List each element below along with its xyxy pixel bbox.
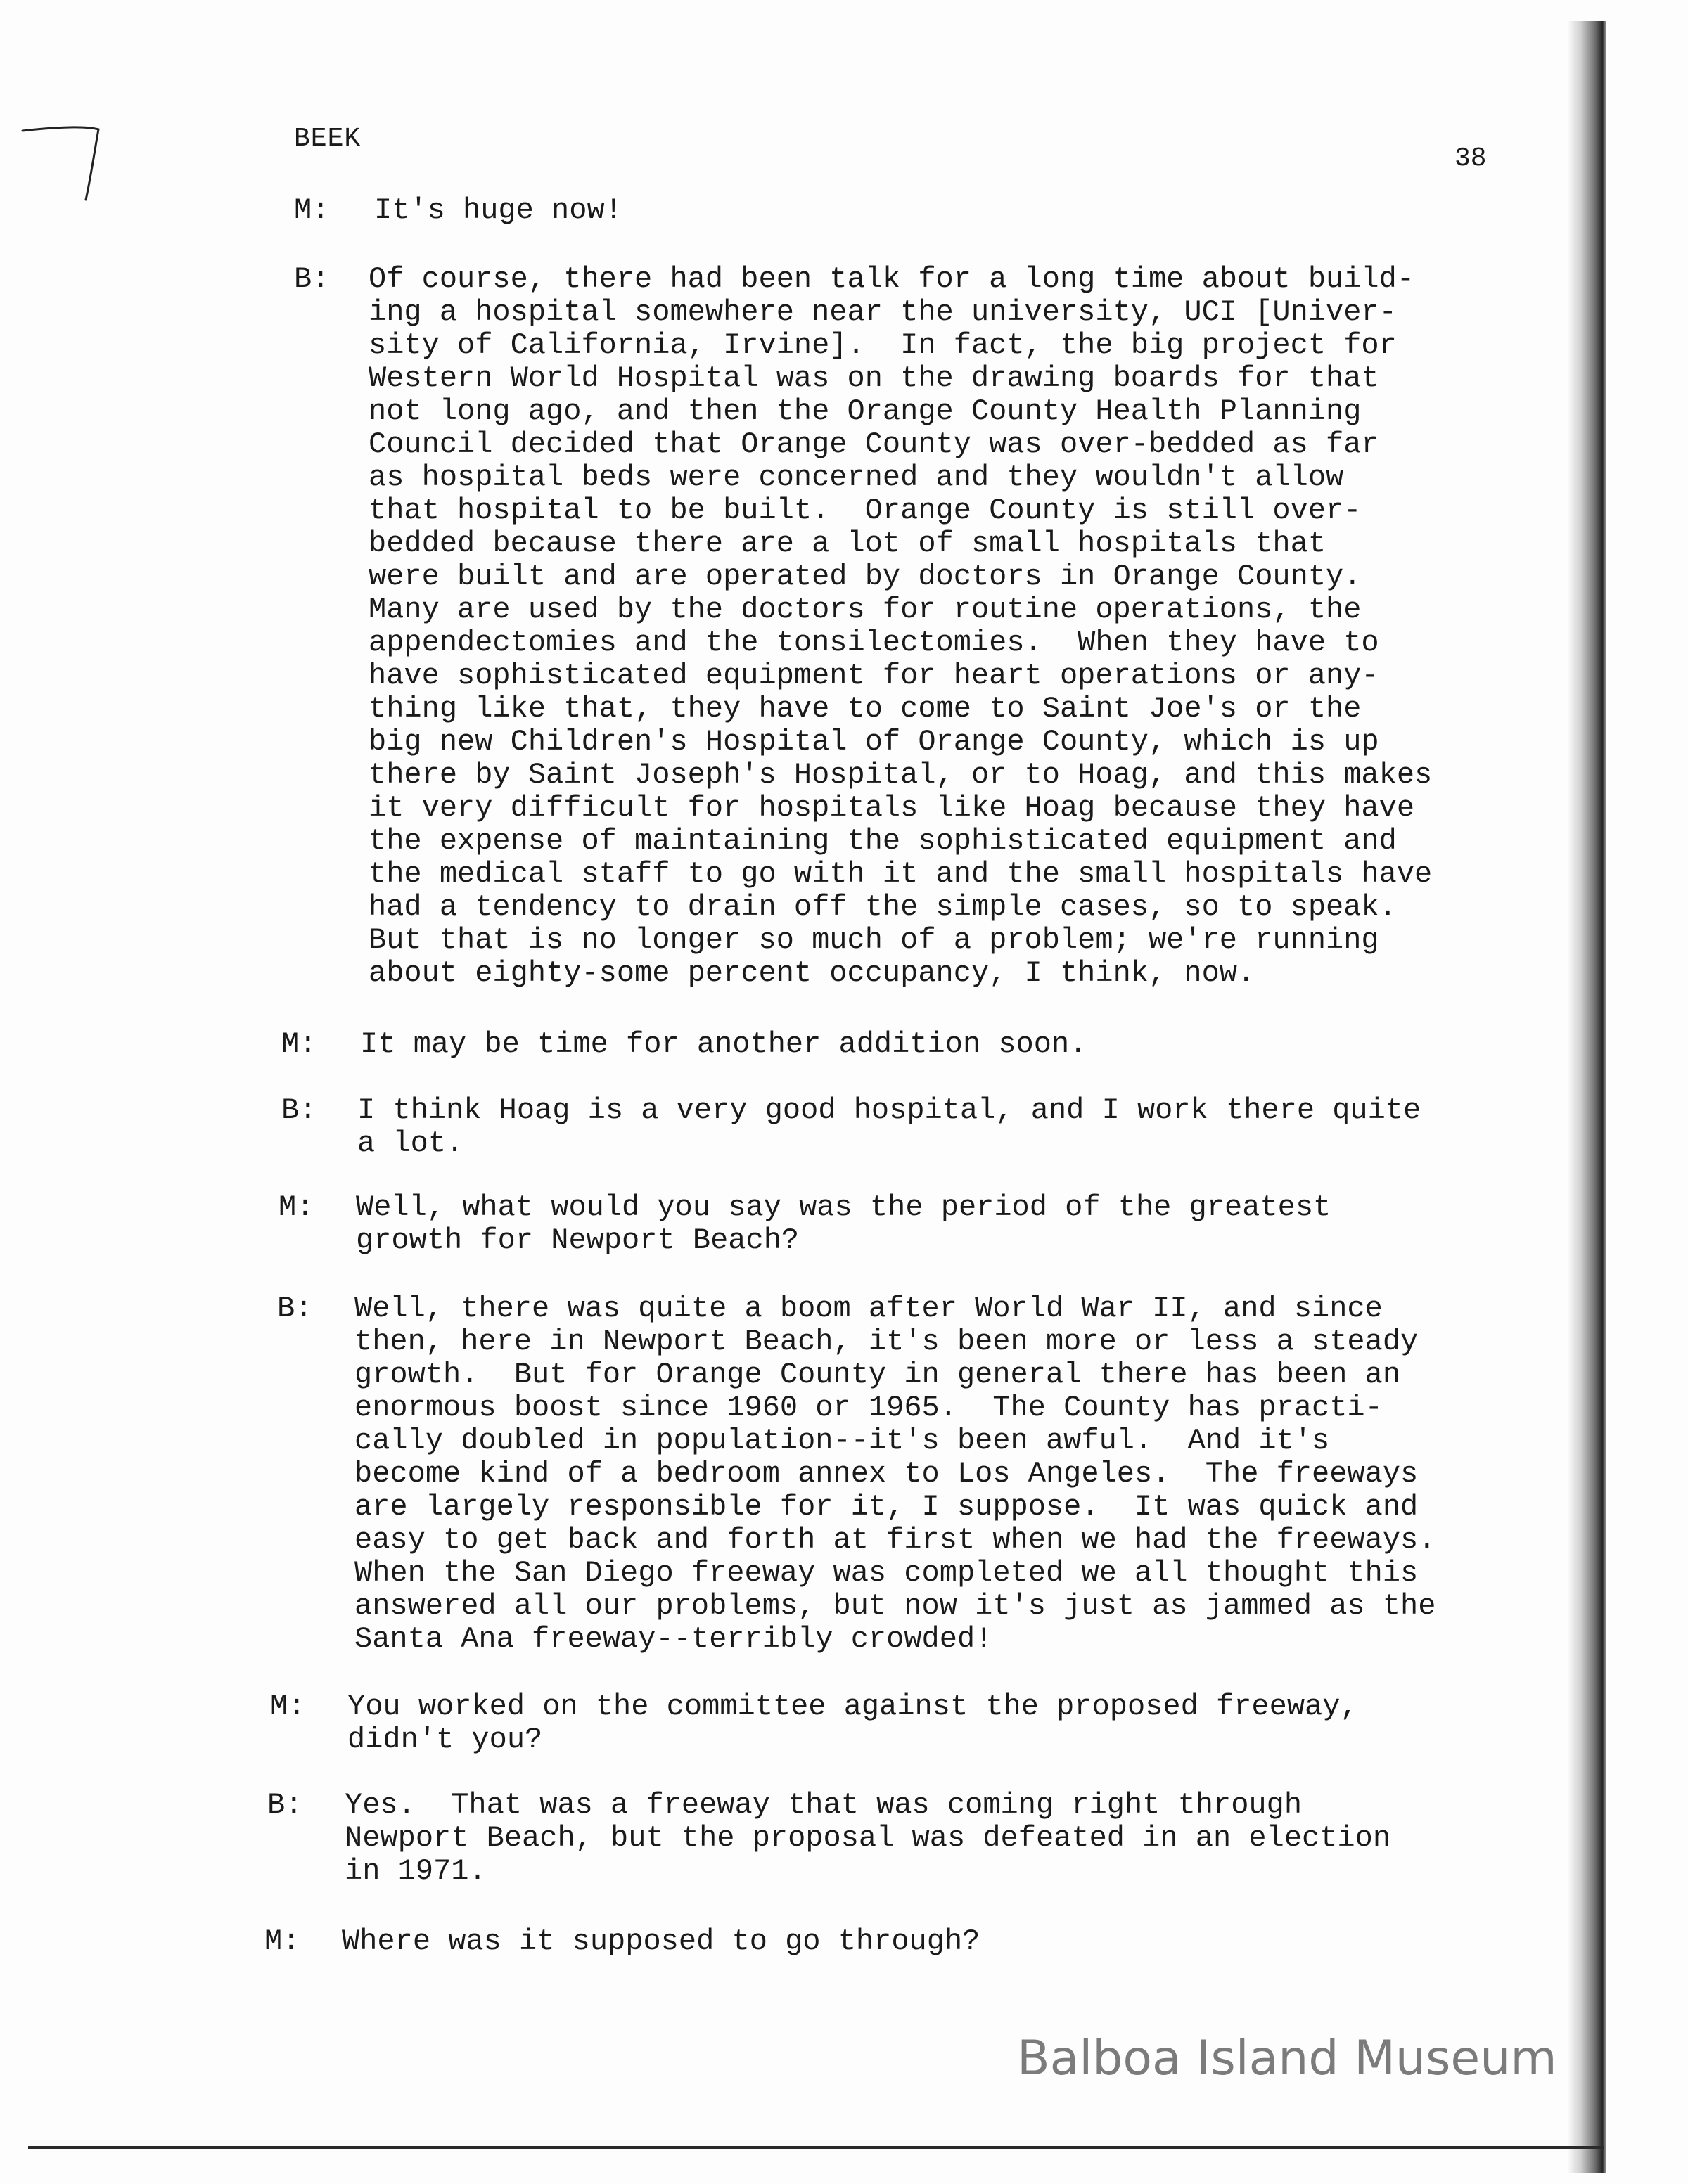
transcript-entry — [267, 1789, 1554, 1894]
transcript-text: Well, what would you say was the period of the greatest growth for Newport Beach? — [356, 1190, 1331, 1257]
transcript-entry — [281, 1094, 1561, 1164]
transcript-text: I think Hoag is a very good hospital, and I work there quite a lot. — [357, 1093, 1421, 1160]
speaker-label: B: — [267, 1788, 303, 1822]
transcript-text: Of course, there had been talk for a long time about build- ing a hospital somewhere near the university, UCI [Univer- sity of California, Irvine]. In fact, the big project for Western World Hospital was on the drawing boards for that not long ago, and then the Orange County Health Planning Council decided that Orange County was over-bedded as far as hospital beds were concerned and they wouldn't allow that hospital to be built. Orange County is still over- bedded because there are a lot of small hospitals that were built and are operated by doctors in Orange County. Many are used by the doctors for routine operations, the appendectomies and the tonsilectomies. When they have to have sophisticated equipment for heart operations or any- thing like that, they have to come to Saint Joe's or the big new Children's Hospital of Orange County, which is up there by Saint Joseph's Hospital, or to Hoag, and this makes it very difficult for hospitals like Hoag because they have the expense of maintaining the sophisticated equipment and the medical staff to go with it and the small hospitals have had a tendency to drain off the simple cases, so to speak. But that is no longer so much of a problem; we're running about eighty-some percent occupancy, I think, now. — [369, 262, 1433, 990]
museum-watermark: Balboa Island Museum — [1017, 2031, 1557, 2086]
speaker-label: B: — [294, 262, 330, 296]
scan-binding-shadow — [1567, 21, 1606, 2173]
transcript-text: Where was it supposed to go through? — [342, 1925, 980, 1958]
handwritten-margin-mark — [20, 125, 104, 203]
speaker-label: M: — [264, 1925, 300, 1958]
speaker-label: B: — [281, 1093, 317, 1127]
page-bottom-rule — [28, 2146, 1604, 2149]
speaker-label: M: — [281, 1027, 317, 1061]
transcript-text: Yes. That was a freeway that was coming right through Newport Beach, but the proposal was defeated in an election in 1971. — [345, 1788, 1391, 1888]
transcript-entry — [277, 1292, 1564, 1658]
transcript-entry — [264, 1925, 1552, 1960]
speaker-label: M: — [294, 193, 330, 227]
speaker-label: M: — [270, 1690, 306, 1723]
transcript-text: It may be time for another addition soon. — [360, 1027, 1087, 1061]
transcript-entry — [281, 1028, 1561, 1063]
transcript-text: It's huge now! — [374, 193, 622, 227]
transcript-entry — [294, 194, 1560, 229]
transcript-entry — [279, 1191, 1559, 1261]
page-number: 38 — [1454, 143, 1487, 174]
interviewee-name-header: BEEK — [294, 124, 362, 154]
speaker-label: B: — [277, 1292, 313, 1325]
transcript-text: You worked on the committee against the proposed freeway, didn't you? — [347, 1690, 1358, 1756]
transcript-entry — [270, 1690, 1557, 1761]
transcript-text: Well, there was quite a boom after World War II, and since then, here in Newport Beach, it's been more or less a steady growth. But for Orange County in general there has been an enormous boost since 1960 or 1965. The County has practi- cally doubled in population--it's been awful. And it's become kind of a bedroom annex to Los Angeles. The freeways are largely responsible for it, I suppose. It was quick and easy to get back and forth at first when we had the freeways. When the San Diego freeway was completed we all thought this answered all our problems, but now it's just as jammed as the Santa Ana freeway--terribly crowded! — [354, 1292, 1436, 1656]
speaker-label: M: — [279, 1190, 314, 1224]
transcript-entry — [294, 263, 1567, 1008]
